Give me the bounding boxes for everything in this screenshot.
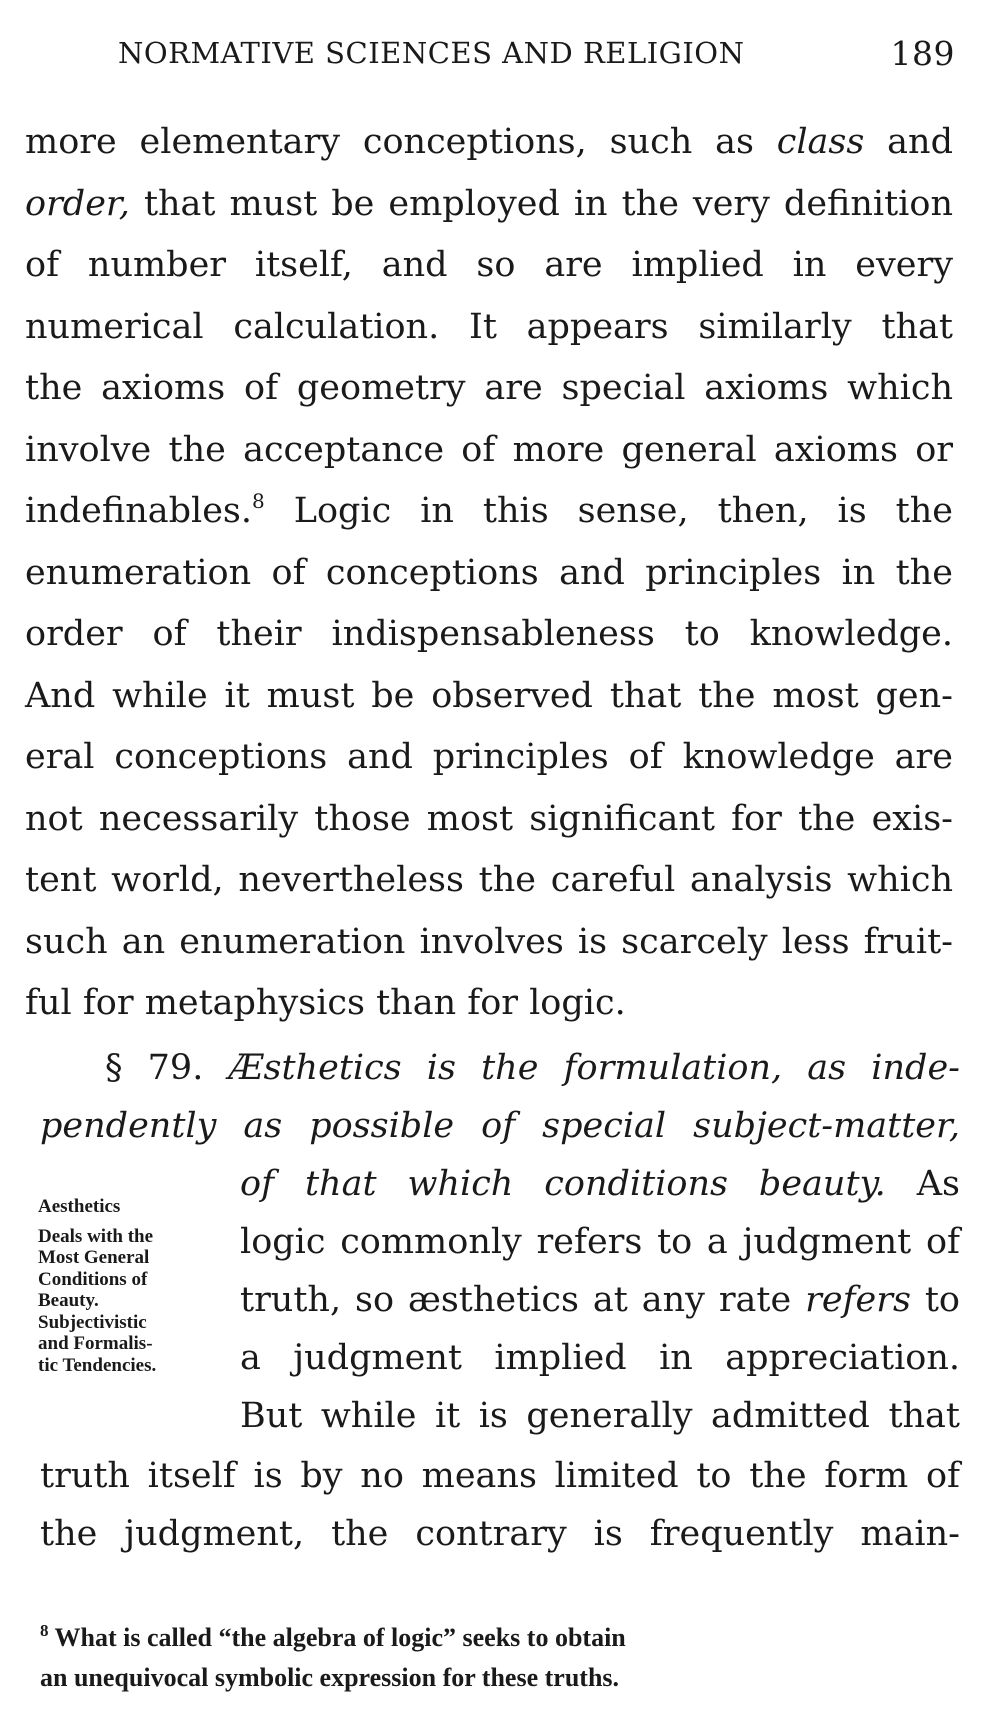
footnote-marker: 8 [40, 1621, 49, 1640]
text-line: not necessarily those most significant for the exis- [25, 798, 953, 839]
margin-note-line: Beauty. [38, 1290, 99, 1311]
text-line: logic commonly refers to a judgment of [240, 1222, 960, 1262]
text-line: pendently as possible of special subject-matter, [40, 1106, 960, 1146]
text-line: And while it must be observed that the most gen- [25, 675, 953, 716]
text-line: truth itself is by no means limited to the form of [40, 1456, 960, 1496]
margin-note-line: tic Tendencies. [38, 1354, 157, 1376]
margin-note-line: Most General [38, 1247, 150, 1268]
text-line: the judgment, the contrary is frequently main- [40, 1514, 960, 1554]
text-line: numerical calculation. It appears similarly that [25, 306, 953, 347]
margin-note-line: Aesthetics [38, 1196, 121, 1217]
section-heading-line: § 79. Æsthetics is the formulation, as inde- [105, 1048, 960, 1088]
page-number: 189 [890, 34, 955, 73]
text-line: tent world, nevertheless the careful analysis which [25, 860, 953, 900]
footnote-reference: 8 [252, 489, 265, 513]
margin-note-line: and Formalis- [38, 1333, 153, 1354]
margin-note [38, 1196, 218, 1376]
text-line: involve the acceptance of more general axioms or [25, 429, 953, 470]
text-line: such an enumeration involves is scarcely less fruit- [25, 921, 953, 962]
text-line: eral conceptions and principles of knowledge are [25, 737, 953, 777]
text-line: more elementary conceptions, such as class and [25, 122, 953, 162]
margin-note-line: Conditions of [38, 1268, 148, 1290]
running-head [118, 30, 955, 80]
text-line: order, that must be employed in the very definition [25, 183, 953, 224]
text-line: order of their indispensableness to knowledge. [25, 614, 953, 654]
text-line: of that which conditions beauty. As [240, 1164, 960, 1204]
text-line: enumeration of conceptions and principles in the [25, 552, 953, 593]
text-line: indefinables.$^8$ Logic in this sense, then, is the [25, 489, 953, 531]
emphasis: class [776, 122, 865, 162]
text-line: of number itself, and so are implied in every [25, 245, 953, 285]
section-number: § 79. [105, 1048, 204, 1088]
text-line: the axioms of geometry are special axioms which [25, 368, 953, 408]
margin-note-line: Subjectivistic [38, 1311, 147, 1333]
footnote-line: $^8$ What is called “the algebra of logic” seeks to obtain [40, 1621, 626, 1652]
running-head-title: NORMATIVE SCIENCES AND RELIGION [118, 36, 745, 70]
margin-note-line: Deals with the [38, 1225, 154, 1247]
text-line: ful for metaphysics than for logic. [25, 983, 626, 1023]
text-line: a judgment implied in appreciation. [240, 1338, 960, 1378]
paragraph-logic [25, 112, 953, 1035]
text-line: truth, so æsthetics at any rate refers to [240, 1280, 960, 1320]
footnote [40, 1618, 960, 1698]
footnote-line: an unequivocal symbolic expression for these truths. [40, 1663, 620, 1692]
text-line: But while it is generally admitted that [240, 1396, 960, 1436]
emphasis: order, [25, 183, 130, 224]
